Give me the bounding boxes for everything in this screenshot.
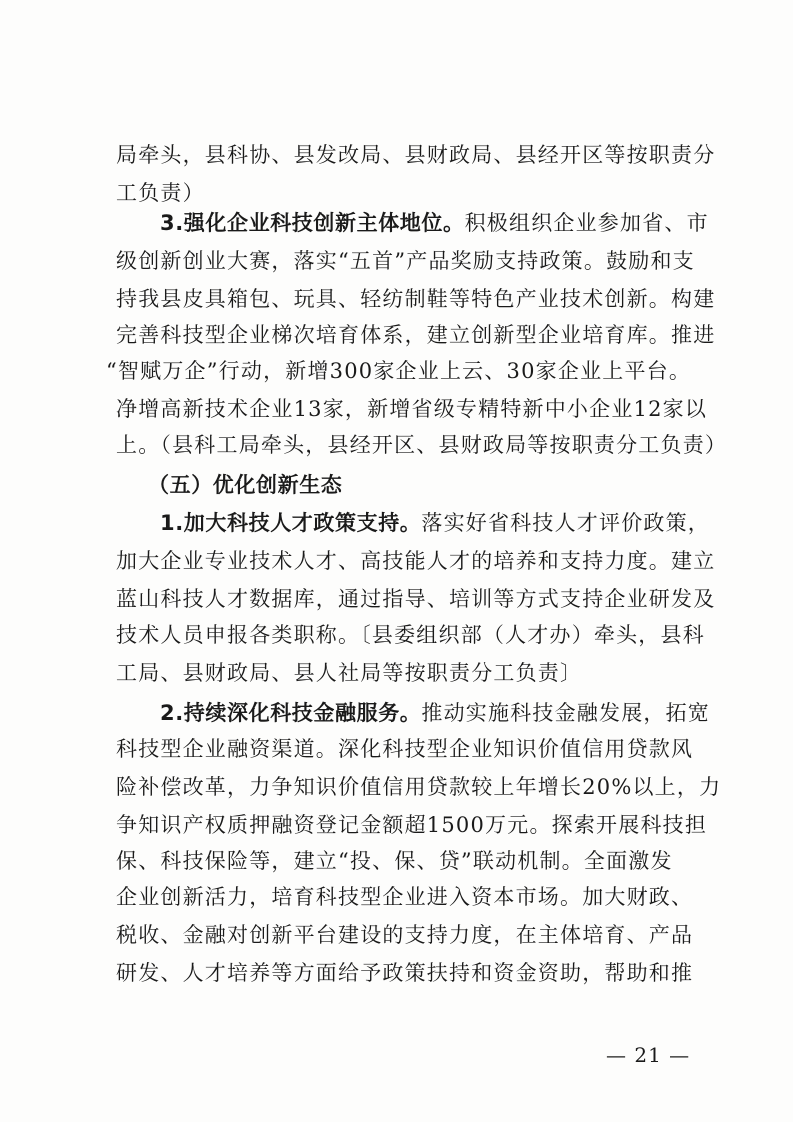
paragraph-line <box>160 508 753 538</box>
paragraph-line <box>116 320 753 350</box>
paragraph-line <box>116 734 753 764</box>
paragraph-line <box>116 846 753 876</box>
paragraph-text: 工局、县财政局、县人社局等按职责分工负责〕 <box>116 661 583 685</box>
paragraph-text: 税收、金融对创新平台建设的支持力度，在主体培育、产品 <box>116 923 694 947</box>
paragraph-text: 蓝山科技人才数据库，通过指导、培训等方式支持企业研发及 <box>116 587 716 611</box>
section-heading-3: 3.强化企业科技创新主体地位。 <box>160 211 465 235</box>
paragraph-line <box>106 356 753 386</box>
section-heading-5: （五）优化创新生态 <box>148 473 343 497</box>
page-number: — 21 — <box>606 1043 691 1067</box>
paragraph-line <box>116 140 753 170</box>
paragraph-text: 净增高新技术企业13家，新增省级专精特新中小企业12家以 <box>116 397 708 421</box>
paragraph-line <box>116 620 753 650</box>
paragraph-text: 工负责） <box>116 181 205 205</box>
section-heading-1: 1.加大科技人才政策支持。 <box>160 511 422 535</box>
paragraph-line <box>116 958 753 988</box>
paragraph-text: 上。（县科工局牵头，县经开区、县财政局等按职责分工负责） <box>116 433 728 457</box>
paragraph-text: 推动实施科技金融发展，拓宽 <box>421 701 710 725</box>
paragraph-text: 局牵头，县科协、县发改局、县财政局、县经开区等按职责分 <box>116 143 716 167</box>
paragraph-text: 保、科技保险等，建立“投、保、贷”联动机制。全面激发 <box>116 849 673 873</box>
paragraph-text: 科技型企业融资渠道。深化科技型企业知识价值信用贷款风 <box>116 737 694 761</box>
paragraph-text: 研发、人才培养等方面给予政策扶持和资金资助，帮助和推 <box>116 961 694 985</box>
paragraph-text: 争知识产权质押融资登记金额超1500万元。探索开展科技担 <box>116 813 708 837</box>
paragraph-line <box>116 810 753 840</box>
paragraph-text: 技术人员申报各类职称。〔县委组织部（人才办）牵头，县科 <box>116 623 705 647</box>
paragraph-line <box>116 246 753 276</box>
paragraph-text: 加大企业专业技术人才、高技能人才的培养和支持力度。建立 <box>116 549 716 573</box>
paragraph-line <box>148 470 753 500</box>
paragraph-text: 企业创新活力，培育科技型企业进入资本市场。加大财政、 <box>116 885 694 909</box>
paragraph-text: 持我县皮具箱包、玩具、轻纺制鞋等特色产业技术创新。构建 <box>116 287 716 311</box>
paragraph-line <box>116 546 753 576</box>
paragraph-line <box>116 882 753 912</box>
paragraph-text: “智赋万企”行动，新增300家企业上云、30家企业上平台。 <box>106 359 692 383</box>
paragraph-text: 积极组织企业参加省、市 <box>464 211 709 235</box>
paragraph-line <box>116 920 753 950</box>
paragraph-line <box>160 698 753 728</box>
paragraph-text: 完善科技型企业梯次培育体系，建立创新型企业培育库。推进 <box>116 323 716 347</box>
paragraph-line <box>116 394 753 424</box>
paragraph-text: 落实好省科技人才评价政策， <box>421 511 710 535</box>
paragraph-line <box>116 658 753 688</box>
section-heading-2: 2.持续深化科技金融服务。 <box>160 701 422 725</box>
paragraph-text: 级创新创业大赛，落实“五首”产品奖励支持政策。鼓励和支 <box>116 249 695 273</box>
paragraph-line <box>116 430 753 460</box>
paragraph-text: 险补偿改革，力争知识价值信用贷款较上年增长20%以上，力 <box>116 775 722 799</box>
paragraph-line <box>116 178 753 208</box>
paragraph-line <box>116 284 753 314</box>
paragraph-line <box>160 208 753 238</box>
paragraph-line <box>116 772 753 802</box>
paragraph-line <box>116 584 753 614</box>
